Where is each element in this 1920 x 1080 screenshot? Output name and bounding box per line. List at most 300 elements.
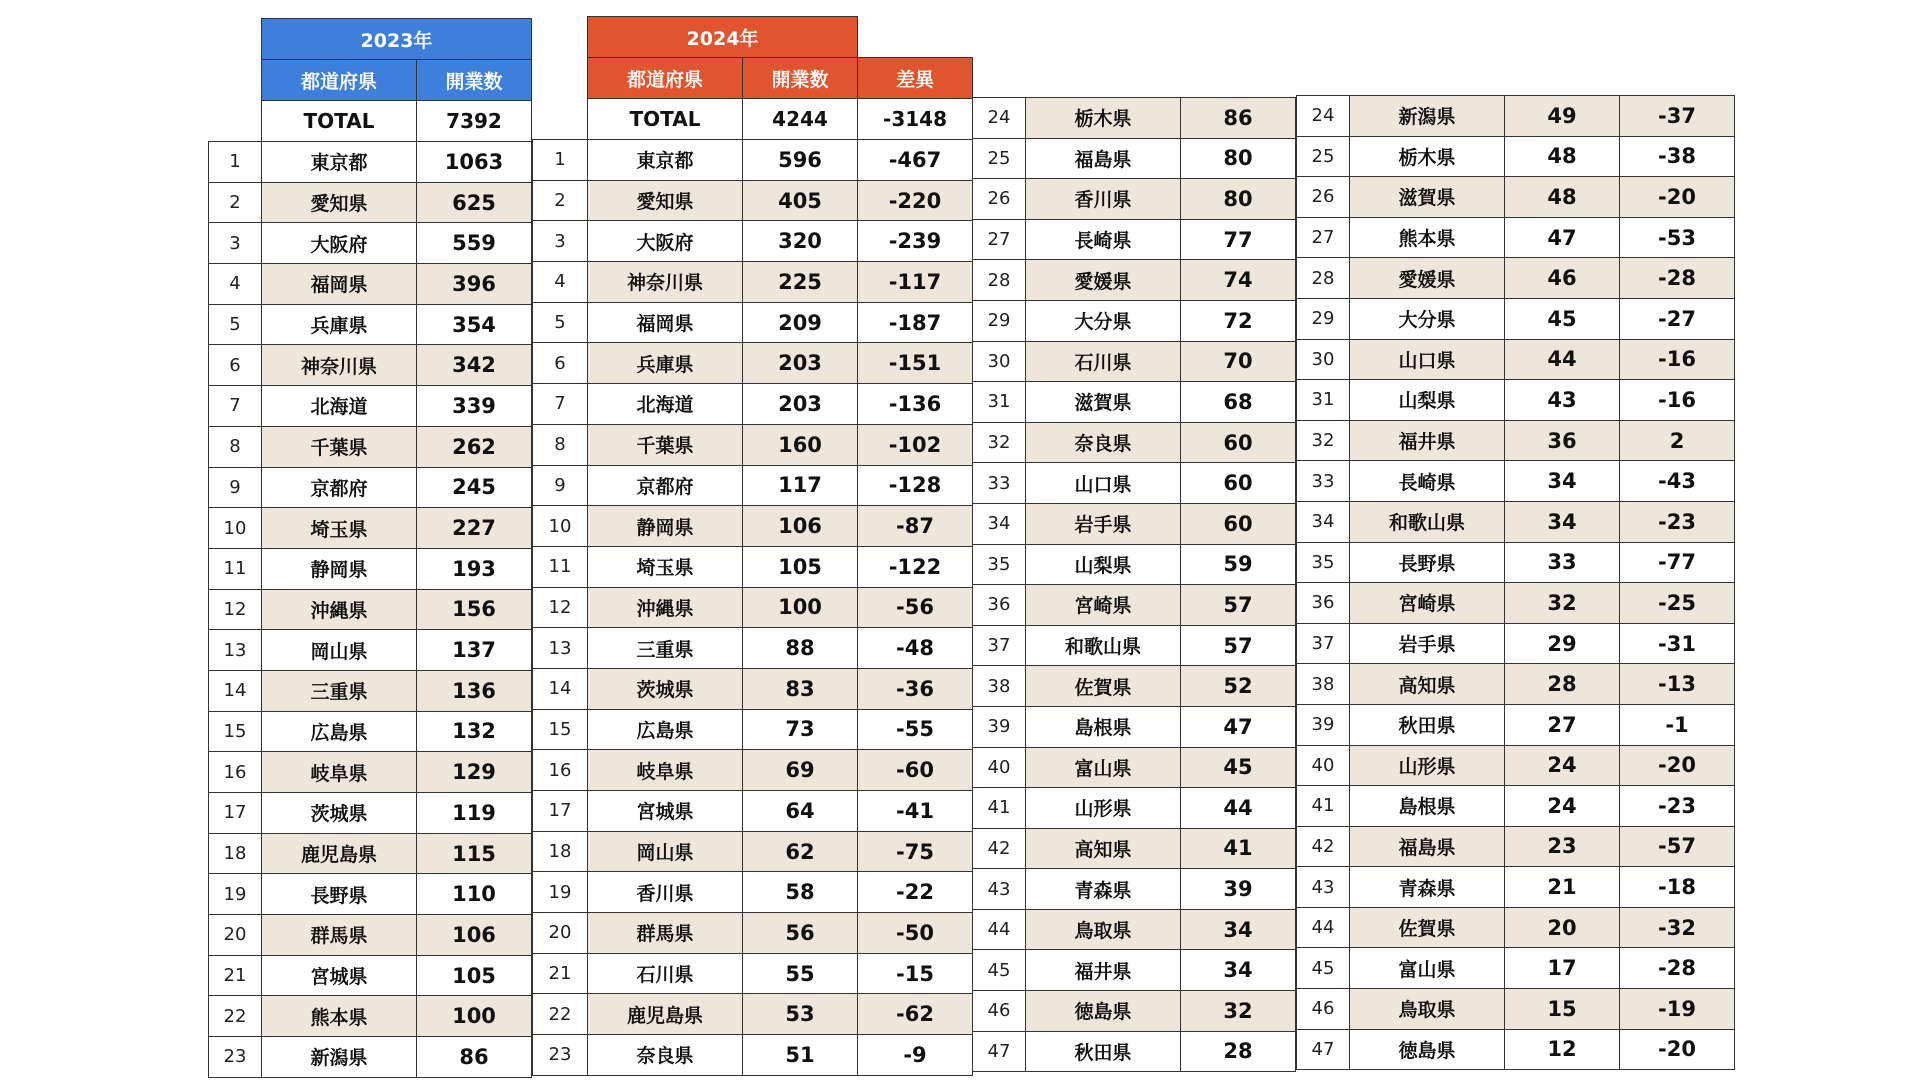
- count-cell: 34: [1505, 461, 1620, 502]
- table-row: [209, 223, 532, 264]
- rank-cell: 39: [1297, 704, 1350, 745]
- prefecture-cell: 熊本県: [262, 996, 417, 1037]
- diff-cell: -36: [858, 668, 973, 709]
- diff-cell: -13: [1620, 664, 1735, 705]
- diff-cell: -32: [1620, 907, 1735, 948]
- prefecture-cell: 神奈川県: [588, 262, 743, 303]
- diff-cell: -22: [858, 872, 973, 913]
- blank-cell: [209, 101, 262, 142]
- prefecture-cell: 静岡県: [588, 506, 743, 547]
- diff-cell: -16: [1620, 380, 1735, 421]
- count-cell: 132: [417, 711, 532, 752]
- prefecture-cell: 三重県: [262, 670, 417, 711]
- rank-cell: 17: [533, 791, 588, 832]
- table-row: [973, 909, 1296, 950]
- table-row: [1297, 501, 1735, 542]
- diff-cell: -18: [1620, 867, 1735, 908]
- prefecture-cell: 山形県: [1026, 788, 1181, 829]
- count-cell: 48: [1505, 177, 1620, 218]
- prefecture-cell: 佐賀県: [1026, 666, 1181, 707]
- rank-cell: 8: [533, 424, 588, 465]
- count-cell: 625: [417, 182, 532, 223]
- count-cell: 136: [417, 670, 532, 711]
- count-cell: 342: [417, 345, 532, 386]
- rank-cell: 12: [533, 587, 588, 628]
- prefecture-cell: 大分県: [1026, 300, 1181, 341]
- count-cell: 193: [417, 548, 532, 589]
- rank-cell: 28: [973, 260, 1026, 301]
- rank-cell: 6: [533, 343, 588, 384]
- rank-cell: 20: [209, 915, 262, 956]
- table-row: [209, 345, 532, 386]
- rank-cell: 15: [533, 709, 588, 750]
- prefecture-cell: 長野県: [262, 874, 417, 915]
- table-2024-continued: [1296, 95, 1735, 1070]
- table-row: [533, 953, 973, 994]
- diff-cell: -20: [1620, 1029, 1735, 1070]
- prefecture-cell: 宮崎県: [1026, 585, 1181, 626]
- table-row: [533, 994, 973, 1035]
- diff-cell: -28: [1620, 258, 1735, 299]
- prefecture-cell: 岐阜県: [262, 752, 417, 793]
- table-row: [1297, 258, 1735, 299]
- rank-cell: 34: [973, 503, 1026, 544]
- count-cell: 64: [743, 791, 858, 832]
- count-cell: 100: [743, 587, 858, 628]
- prefecture-cell: 佐賀県: [1350, 907, 1505, 948]
- rank-cell: 31: [1297, 380, 1350, 421]
- table-row: [209, 548, 532, 589]
- diff-cell: -62: [858, 994, 973, 1035]
- table-row: [209, 996, 532, 1037]
- rank-cell: 17: [209, 793, 262, 834]
- prefecture-cell: 香川県: [588, 872, 743, 913]
- count-cell: 262: [417, 426, 532, 467]
- table-row: [1297, 583, 1735, 624]
- table-row: [973, 341, 1296, 382]
- table-row: [209, 670, 532, 711]
- rank-cell: 31: [973, 382, 1026, 423]
- table-row: [973, 98, 1296, 139]
- prefecture-cell: 岡山県: [262, 630, 417, 671]
- table-row: [533, 628, 973, 669]
- diff-cell: -37: [1620, 96, 1735, 137]
- prefecture-cell: 山口県: [1350, 339, 1505, 380]
- count-cell: 45: [1181, 747, 1296, 788]
- rank-cell: 4: [209, 264, 262, 305]
- blank-cell: [209, 19, 262, 60]
- prefecture-cell: 北海道: [588, 384, 743, 425]
- rank-cell: 1: [209, 142, 262, 183]
- diff-cell: -102: [858, 424, 973, 465]
- count-cell: 77: [1181, 219, 1296, 260]
- table-row: [533, 831, 973, 872]
- rank-cell: 19: [209, 874, 262, 915]
- count-cell: 57: [1181, 625, 1296, 666]
- count-cell: 36: [1505, 420, 1620, 461]
- rank-cell: 2: [533, 180, 588, 221]
- rank-cell: 7: [533, 384, 588, 425]
- table-row: [209, 793, 532, 834]
- prefecture-cell: 高知県: [1350, 664, 1505, 705]
- prefecture-cell: 富山県: [1026, 747, 1181, 788]
- table-row: [973, 991, 1296, 1032]
- table-row: [533, 791, 973, 832]
- diff-cell: 2: [1620, 420, 1735, 461]
- rank-cell: 16: [533, 750, 588, 791]
- count-cell: 100: [417, 996, 532, 1037]
- diff-cell: -48: [858, 628, 973, 669]
- prefecture-cell: 宮崎県: [1350, 583, 1505, 624]
- prefecture-cell: 三重県: [588, 628, 743, 669]
- count-cell: 339: [417, 386, 532, 427]
- diff-cell: -9: [858, 1035, 973, 1076]
- rank-cell: 29: [973, 300, 1026, 341]
- total-count: 4244: [743, 99, 858, 140]
- diff-cell: -75: [858, 831, 973, 872]
- blank-cell: [858, 17, 973, 58]
- prefecture-cell: 埼玉県: [262, 508, 417, 549]
- diff-cell: -23: [1620, 786, 1735, 827]
- diff-cell: -87: [858, 506, 973, 547]
- rank-cell: 1: [533, 140, 588, 181]
- prefecture-cell: 岡山県: [588, 831, 743, 872]
- count-cell: 53: [743, 994, 858, 1035]
- table-row: [973, 422, 1296, 463]
- prefecture-cell: 愛媛県: [1026, 260, 1181, 301]
- table-row: [209, 508, 532, 549]
- rank-cell: 9: [533, 465, 588, 506]
- diff-cell: -25: [1620, 583, 1735, 624]
- count-cell: 49: [1505, 96, 1620, 137]
- rank-cell: 37: [1297, 623, 1350, 664]
- table-row: [1297, 380, 1735, 421]
- prefecture-cell: 神奈川県: [262, 345, 417, 386]
- table-row: [209, 142, 532, 183]
- prefecture-cell: 埼玉県: [588, 546, 743, 587]
- rank-cell: 23: [209, 1037, 262, 1078]
- prefecture-cell: 石川県: [1026, 341, 1181, 382]
- table-row: [973, 463, 1296, 504]
- prefecture-cell: 愛知県: [588, 180, 743, 221]
- prefecture-cell: 北海道: [262, 386, 417, 427]
- blank-cell: [533, 17, 588, 58]
- prefecture-cell: 島根県: [1026, 706, 1181, 747]
- rank-cell: 45: [973, 950, 1026, 991]
- count-cell: 86: [1181, 98, 1296, 139]
- prefecture-cell: 岩手県: [1026, 503, 1181, 544]
- prefecture-cell: 鳥取県: [1350, 989, 1505, 1030]
- count-cell: 203: [743, 384, 858, 425]
- table-row: [973, 503, 1296, 544]
- prefecture-cell: 奈良県: [588, 1035, 743, 1076]
- table-row: [209, 752, 532, 793]
- table-row: [1297, 786, 1735, 827]
- table-row: [209, 630, 532, 671]
- diff-cell: -41: [858, 791, 973, 832]
- table-row: [1297, 339, 1735, 380]
- column-header-diff: 差異: [858, 58, 973, 99]
- rank-cell: 27: [1297, 217, 1350, 258]
- count-cell: 354: [417, 304, 532, 345]
- table-row: [973, 747, 1296, 788]
- total-label: TOTAL: [262, 101, 417, 142]
- table-row: [973, 382, 1296, 423]
- count-cell: 160: [743, 424, 858, 465]
- table-row: [209, 833, 532, 874]
- diff-cell: -220: [858, 180, 973, 221]
- count-cell: 27: [1505, 704, 1620, 745]
- rank-cell: 28: [1297, 258, 1350, 299]
- table-row: [533, 750, 973, 791]
- count-cell: 56: [743, 913, 858, 954]
- rank-cell: 42: [1297, 826, 1350, 867]
- prefecture-cell: 熊本県: [1350, 217, 1505, 258]
- prefecture-cell: 奈良県: [1026, 422, 1181, 463]
- count-cell: 28: [1181, 1031, 1296, 1072]
- table-2023-main: [208, 18, 532, 1078]
- rank-cell: 20: [533, 913, 588, 954]
- table-row: [1297, 623, 1735, 664]
- table-row: [973, 666, 1296, 707]
- diff-cell: -16: [1620, 339, 1735, 380]
- table-row: [1297, 745, 1735, 786]
- table-row: [209, 386, 532, 427]
- diff-cell: -128: [858, 465, 973, 506]
- rank-cell: 26: [1297, 177, 1350, 218]
- rank-cell: 15: [209, 711, 262, 752]
- table-row: [973, 138, 1296, 179]
- count-cell: 51: [743, 1035, 858, 1076]
- table-row: [533, 465, 973, 506]
- count-cell: 24: [1505, 786, 1620, 827]
- rank-cell: 44: [1297, 907, 1350, 948]
- rank-cell: 3: [533, 221, 588, 262]
- prefecture-cell: 愛媛県: [1350, 258, 1505, 299]
- count-cell: 47: [1505, 217, 1620, 258]
- table-row: [533, 262, 973, 303]
- rank-cell: 39: [973, 706, 1026, 747]
- count-cell: 83: [743, 668, 858, 709]
- table-row: [533, 221, 973, 262]
- rank-cell: 8: [209, 426, 262, 467]
- table-row: [1297, 1029, 1735, 1070]
- table-2024-main: [532, 16, 973, 1076]
- count-cell: 55: [743, 953, 858, 994]
- rank-cell: 14: [533, 668, 588, 709]
- rank-cell: 13: [209, 630, 262, 671]
- column-header-count: 開業数: [743, 58, 858, 99]
- count-cell: 203: [743, 343, 858, 384]
- rank-cell: 14: [209, 670, 262, 711]
- rank-cell: 25: [973, 138, 1026, 179]
- diff-cell: -117: [858, 262, 973, 303]
- total-diff: -3148: [858, 99, 973, 140]
- count-cell: 21: [1505, 867, 1620, 908]
- count-cell: 129: [417, 752, 532, 793]
- count-cell: 34: [1181, 950, 1296, 991]
- rank-cell: 30: [973, 341, 1026, 382]
- prefecture-cell: 新潟県: [1350, 96, 1505, 137]
- diff-cell: -136: [858, 384, 973, 425]
- prefecture-cell: 徳島県: [1350, 1029, 1505, 1070]
- count-cell: 44: [1505, 339, 1620, 380]
- count-cell: 43: [1505, 380, 1620, 421]
- rank-cell: 24: [973, 98, 1026, 139]
- rank-cell: 22: [209, 996, 262, 1037]
- rank-cell: 29: [1297, 298, 1350, 339]
- prefecture-cell: 静岡県: [262, 548, 417, 589]
- count-cell: 62: [743, 831, 858, 872]
- table-row: [209, 264, 532, 305]
- prefecture-cell: 沖縄県: [262, 589, 417, 630]
- rank-cell: 3: [209, 223, 262, 264]
- count-cell: 47: [1181, 706, 1296, 747]
- prefecture-cell: 愛知県: [262, 182, 417, 223]
- count-cell: 105: [417, 955, 532, 996]
- prefecture-cell: 滋賀県: [1026, 382, 1181, 423]
- rank-cell: 37: [973, 625, 1026, 666]
- count-cell: 596: [743, 140, 858, 181]
- count-cell: 20: [1505, 907, 1620, 948]
- blank-cell: [209, 60, 262, 101]
- rank-cell: 45: [1297, 948, 1350, 989]
- year-header-2023: 2023年: [262, 19, 532, 60]
- rank-cell: 11: [533, 546, 588, 587]
- blank-cell: [533, 99, 588, 140]
- prefecture-cell: 和歌山県: [1350, 501, 1505, 542]
- table-row: [973, 179, 1296, 220]
- table-row: [1297, 461, 1735, 502]
- table-row: [533, 709, 973, 750]
- prefecture-cell: 徳島県: [1026, 991, 1181, 1032]
- count-cell: 12: [1505, 1029, 1620, 1070]
- table-row: [209, 915, 532, 956]
- table-row: [973, 585, 1296, 626]
- table-row: [209, 467, 532, 508]
- count-cell: 225: [743, 262, 858, 303]
- count-cell: 57: [1181, 585, 1296, 626]
- rank-cell: 19: [533, 872, 588, 913]
- rank-cell: 6: [209, 345, 262, 386]
- rank-cell: 11: [209, 548, 262, 589]
- table-row: [973, 828, 1296, 869]
- table-row: [533, 913, 973, 954]
- rank-cell: 38: [1297, 664, 1350, 705]
- prefecture-cell: 山口県: [1026, 463, 1181, 504]
- table-row: [973, 706, 1296, 747]
- rank-cell: 13: [533, 628, 588, 669]
- table-row: [209, 955, 532, 996]
- year-header-2024: 2024年: [588, 17, 858, 58]
- prefecture-cell: 福井県: [1350, 420, 1505, 461]
- table-row: [1297, 867, 1735, 908]
- prefecture-cell: 岐阜県: [588, 750, 743, 791]
- prefecture-cell: 富山県: [1350, 948, 1505, 989]
- prefecture-cell: 群馬県: [262, 915, 417, 956]
- prefecture-cell: 福島県: [1350, 826, 1505, 867]
- count-cell: 405: [743, 180, 858, 221]
- table-row: [533, 180, 973, 221]
- table-row: [1297, 217, 1735, 258]
- rank-cell: 36: [973, 585, 1026, 626]
- table-row: [533, 506, 973, 547]
- table-row: [1297, 136, 1735, 177]
- diff-cell: -19: [1620, 989, 1735, 1030]
- table-row: [1297, 177, 1735, 218]
- table-row: [973, 544, 1296, 585]
- table-row: [973, 950, 1296, 991]
- table-row: [1297, 704, 1735, 745]
- count-cell: 73: [743, 709, 858, 750]
- count-cell: 209: [743, 302, 858, 343]
- prefecture-cell: 山梨県: [1026, 544, 1181, 585]
- prefecture-cell: 福岡県: [262, 264, 417, 305]
- prefecture-cell: 東京都: [262, 142, 417, 183]
- column-header-prefecture: 都道府県: [588, 58, 743, 99]
- prefecture-cell: 福井県: [1026, 950, 1181, 991]
- diff-cell: -43: [1620, 461, 1735, 502]
- rank-cell: 18: [209, 833, 262, 874]
- rank-cell: 2: [209, 182, 262, 223]
- diff-cell: -187: [858, 302, 973, 343]
- count-cell: 34: [1181, 909, 1296, 950]
- rank-cell: 26: [973, 179, 1026, 220]
- total-label: TOTAL: [588, 99, 743, 140]
- prefecture-cell: 茨城県: [588, 668, 743, 709]
- prefecture-cell: 沖縄県: [588, 587, 743, 628]
- diff-cell: -57: [1620, 826, 1735, 867]
- table-row: [1297, 298, 1735, 339]
- rank-cell: 40: [1297, 745, 1350, 786]
- count-cell: 106: [417, 915, 532, 956]
- prefecture-cell: 石川県: [588, 953, 743, 994]
- count-cell: 60: [1181, 463, 1296, 504]
- table-row: [1297, 664, 1735, 705]
- rank-cell: 27: [973, 219, 1026, 260]
- table-row: [973, 260, 1296, 301]
- count-cell: 119: [417, 793, 532, 834]
- rank-cell: 41: [1297, 786, 1350, 827]
- count-cell: 245: [417, 467, 532, 508]
- count-cell: 58: [743, 872, 858, 913]
- count-cell: 396: [417, 264, 532, 305]
- prefecture-cell: 茨城県: [262, 793, 417, 834]
- rank-cell: 32: [1297, 420, 1350, 461]
- count-cell: 60: [1181, 422, 1296, 463]
- count-cell: 44: [1181, 788, 1296, 829]
- table-2023-continued: [972, 97, 1296, 1072]
- total-count: 7392: [417, 101, 532, 142]
- prefecture-cell: 京都府: [262, 467, 417, 508]
- rank-cell: 10: [209, 508, 262, 549]
- rank-cell: 47: [1297, 1029, 1350, 1070]
- table-row: [533, 668, 973, 709]
- prefecture-cell: 群馬県: [588, 913, 743, 954]
- count-cell: 41: [1181, 828, 1296, 869]
- count-cell: 32: [1181, 991, 1296, 1032]
- rank-cell: 33: [973, 463, 1026, 504]
- count-cell: 46: [1505, 258, 1620, 299]
- table-row: [533, 1035, 973, 1076]
- rank-cell: 44: [973, 909, 1026, 950]
- prefecture-cell: 滋賀県: [1350, 177, 1505, 218]
- rank-cell: 23: [533, 1035, 588, 1076]
- count-cell: 227: [417, 508, 532, 549]
- diff-cell: -53: [1620, 217, 1735, 258]
- count-cell: 70: [1181, 341, 1296, 382]
- rank-cell: 7: [209, 386, 262, 427]
